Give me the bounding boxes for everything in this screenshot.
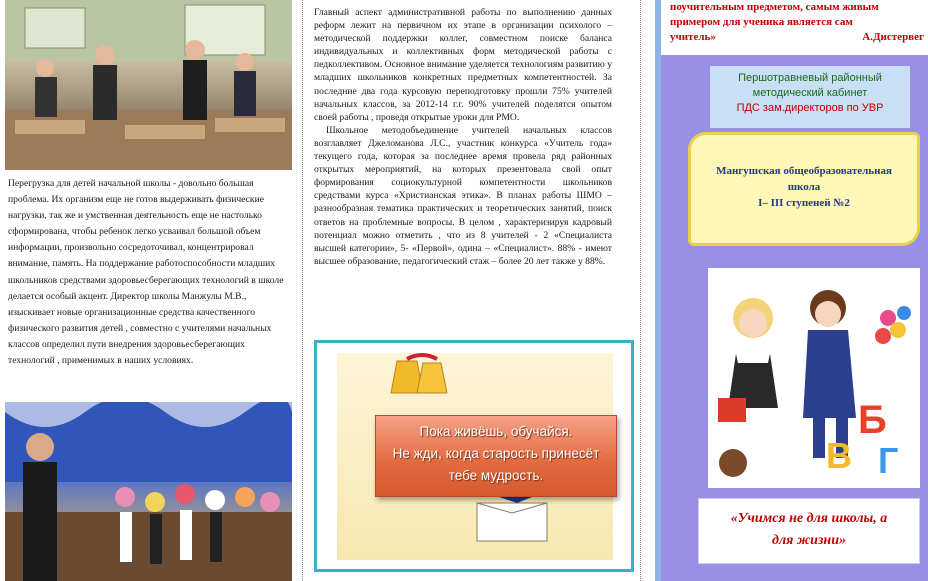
svg-text:В: В — [826, 435, 852, 476]
proverb-background — [337, 353, 613, 560]
teacher-quote-author: А.Дистервег — [862, 31, 924, 43]
admin-paragraph: Главный аспект административной работы по выполнению данных реформ лежит на первичном их этапе в организации психолого – методической поддержки коллег, совместном поиске баланса индивидуальных и коллективных форм методической работы с педколлективом. Основное внимание уделяется технологиям развитию у младших школьников конкретных предметных компетентностей. За последние два года курсовую переподготовку прошли 75% учителей начальных классов, за 2012-14 г.г. 90% учителей поделятся опытом своей работы , проведя открытые уроки для РМО. — [314, 7, 612, 123]
pupils-with-letters-illustration — [708, 268, 920, 488]
teacher-quote-line-1: поучительным предметом, самым живым — [670, 1, 879, 13]
proverb-frame — [314, 340, 634, 572]
shmo-paragraph: Школьное методобъединение учителей начальных классов возглавляет Джеломанова Л.С., участник конкурса «Учитель года» текущего года, которая за последнее время провела ряд районных открытых мероприятий, на которых презентовала свой опыт формирования социокультурной компетентности школьников средствами курса «Христианская этика». В планах работы ШМО – разнообразная тематика практических и теоретических занятий, поиск ответов на проблемные вопросы. В целом , характеризируя кадровый потенциал можно отметить , что из 8 учителей - 2 «Специалиста высшей категории», 5- «Первой», одина – «Специалист». 88% - имеют высшее образование, педагогический стаж – более 20 лет также у 88%. — [314, 124, 612, 267]
teacher-quote-end: учитель» — [670, 31, 716, 43]
cabinet-line-2: методический кабинет — [752, 87, 868, 99]
cabinet-line-1: Першотравневый районный — [738, 72, 882, 84]
cabinet-line-3: ПДС зам.директоров по УВР — [736, 102, 884, 114]
left-column — [0, 0, 296, 581]
school-line-1: Мангушская общеобразовательная — [716, 165, 892, 177]
school-line-2: школа — [787, 181, 821, 193]
health-paragraph: Перегрузка для детей начальной школы - довольно большая проблема. Их организм еще не готов выдерживать физические нагрузки, так же и умственная деятельность еще не настолько сформирована, чтобы ребенок легко усваивал большой объем информации, произвольно сосредоточивал, концентрировал внимание, память. На поддержание работоспособности младших школьников средствами здоровьесберегающих технологий в школе делается особый акцент. Директор школы Манжулы М.В., изыскивает новые организационные средства качественного физического развития детей , совместно с учителями начальных классов определил пути внедрения здоровьесберегающих технологий , применимых в наших условиях. — [8, 178, 284, 367]
school-line-3: I– III ступеней №2 — [758, 197, 850, 209]
school-name-banner — [688, 132, 920, 246]
column-divider — [302, 0, 303, 581]
teacher-quote-line-2: примером для ученика является сам — [670, 16, 853, 28]
proverb-banner — [375, 415, 617, 497]
proverb-line-3: тебе мудрость. — [448, 468, 544, 483]
proverb-line-1: Пока живёшь, обучайся. — [419, 424, 573, 439]
classroom-photo-illustration — [5, 0, 292, 170]
school-event-photo — [5, 402, 292, 581]
svg-text:Б: Б — [858, 398, 887, 442]
motto-line-2: для жизни» — [772, 533, 846, 548]
middle-column-text — [314, 6, 612, 268]
teacher-quote-line-3 — [670, 30, 924, 45]
teacher-quote — [670, 0, 924, 45]
event-photo-illustration — [5, 402, 292, 581]
motto-box — [698, 498, 920, 564]
column-divider — [640, 0, 641, 581]
svg-text:Г: Г — [878, 440, 899, 481]
methodical-cabinet-box — [710, 66, 910, 128]
classroom-exercise-photo — [5, 0, 292, 170]
schoolchildren-illustration — [708, 268, 920, 488]
motto-line-1: «Учимся не для школы, а — [730, 511, 888, 526]
proverb-line-2: Не жди, когда старость принесёт — [392, 446, 600, 461]
